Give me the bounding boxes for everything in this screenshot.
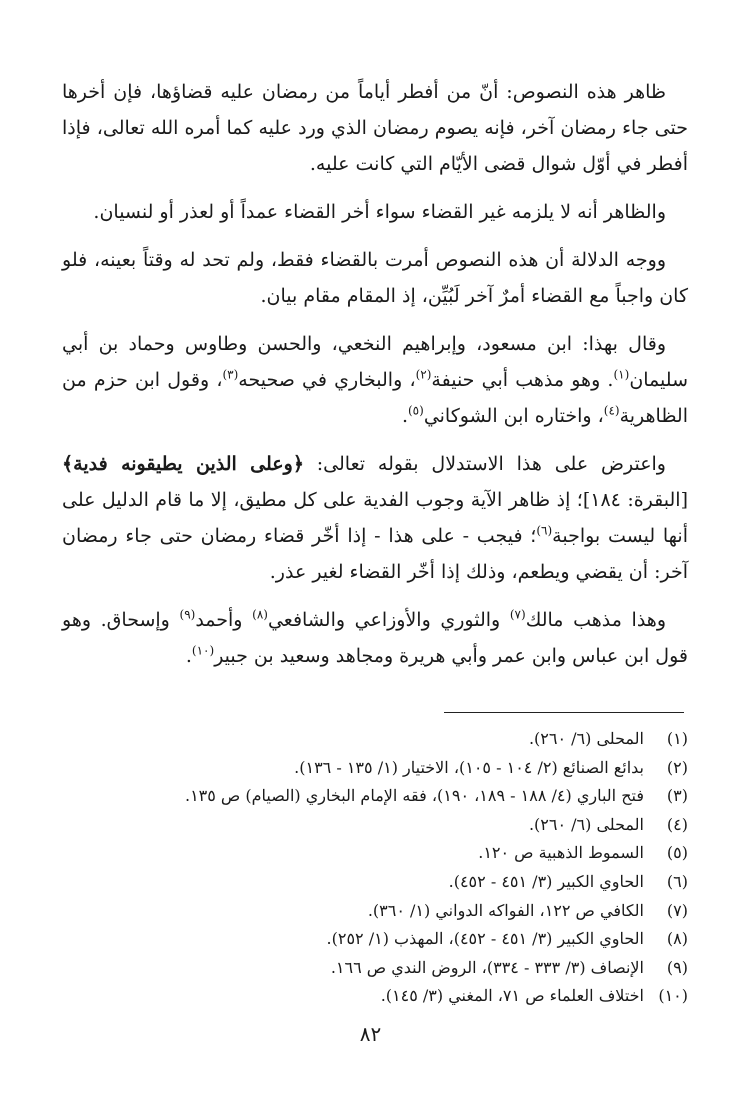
text-run: واعترض على هذا الاستدلال بقوله تعالى:	[303, 453, 666, 475]
footnote-text: السموط الذهبية ص ١٢٠.	[478, 843, 644, 863]
footnote-reference: (٣)	[222, 367, 239, 382]
footnote-text: المحلى (٦/ ٢٦٠).	[528, 729, 644, 748]
footnote-reference: (١٠)	[191, 643, 215, 658]
footnote-number: (٧)	[666, 900, 688, 920]
footnote-item	[62, 782, 688, 811]
main-text	[62, 74, 688, 686]
paragraph	[62, 326, 688, 434]
footnote-item	[62, 925, 688, 954]
footnote-item	[62, 725, 688, 754]
footnote-number: (٤)	[666, 814, 688, 834]
footnote-number: (٩)	[666, 957, 688, 977]
footnote-item	[62, 897, 688, 926]
text-run: .	[185, 645, 192, 667]
text-run: ، واختاره ابن الشوكاني	[423, 405, 604, 427]
footnote-text: بدائع الصنائع (٢/ ١٠٤ - ١٠٥)، الاختيار (١/ ١٣٥ - ١٣٦).	[294, 757, 644, 777]
text-run: .	[401, 405, 408, 427]
footnote-number: (٦)	[666, 871, 688, 891]
text-run: وإسحاق. وهو قول ابن عباس وابن عمر وأبي هريرة ومجاهد وسعيد بن جبير	[62, 609, 688, 667]
text-run: ؛ فيجب - على هذا - إذا أخّر قضاء رمضان حتى جاء رمضان آخر: أن يقضي ويطعم، وذلك إذا أخّر القضاء لغير عذر.	[62, 525, 688, 583]
footnote-text: الحاوي الكبير (٣/ ٤٥١ - ٤٥٢).	[448, 871, 644, 891]
footnote-item	[62, 839, 688, 868]
footnote-item	[62, 982, 688, 1011]
footnote-text: اختلاف العلماء ص ٧١، المغني (٣/ ١٤٥).	[380, 986, 644, 1006]
footnote-reference: (٨)	[252, 607, 268, 622]
paragraph	[62, 242, 688, 314]
text-run: ، والبخاري في صحيحه	[238, 369, 416, 391]
footnote-item	[62, 811, 688, 840]
text-run: وقال بهذا: ابن مسعود، وإبراهيم النخعي، والحسن وطاوس وحماد بن أبي سليمان	[62, 333, 688, 391]
footnote-item	[62, 954, 688, 983]
page-number: ٨٢	[359, 1022, 382, 1046]
footnote-separator	[444, 712, 684, 713]
footnote-text: فتح الباري (٤/ ١٨٨ - ١٨٩، ١٩٠)، فقه الإمام البخاري (الصيام) ص ١٣٥.	[184, 786, 644, 806]
footnote-reference: (٧)	[509, 607, 526, 622]
paragraph	[62, 74, 688, 182]
footnote-item	[62, 868, 688, 897]
footnote-text: الحاوي الكبير (٣/ ٤٥١ - ٤٥٢)، المهذب (١/ ٢٥٢).	[326, 929, 644, 949]
text-run: ظاهر هذه النصوص: أنّ من أفطر أياماً من رمضان عليه قضاؤها، فإن أخرها حتى جاء رمضان آخر، فإنه يصوم رمضان الذي ورد عليه كما أمره الله تعالى، فإذا أفطر في أوّل شوال قضى الأيّام التي كانت عليه.	[62, 81, 688, 175]
footnote-reference: (٥)	[407, 403, 424, 418]
text-run: ، وقول ابن حزم من الظاهرية	[62, 369, 688, 427]
paragraph	[62, 446, 688, 590]
footnote-number: (٥)	[666, 843, 688, 863]
footnote-reference: (٦)	[536, 523, 553, 538]
text-run: ووجه الدلالة أن هذه النصوص أمرت بالقضاء فقط، ولم تحد له وقتاً بعينه، فلو كان واجباً مع القضاء أمرٌ آخر لَبُيِّن، إذ المقام مقام بيان.	[62, 249, 688, 307]
footnote-number: (١)	[666, 729, 688, 748]
footnote-number: (١٠)	[658, 986, 688, 1006]
text-run: وأحمد	[195, 609, 253, 631]
footnote-text: الكافي ص ١٢٢، الفواكه الدواني (١/ ٣٦٠).	[367, 900, 644, 920]
footnote-item	[62, 754, 688, 783]
footnote-number: (٢)	[666, 757, 688, 777]
footnote-number: (٣)	[666, 786, 688, 806]
footnote-text: المحلى (٦/ ٢٦٠).	[528, 814, 644, 834]
footnote-number: (٨)	[666, 929, 688, 949]
footnote-reference: (٢)	[415, 367, 432, 382]
footnote-reference: (٩)	[179, 607, 196, 622]
paragraph	[62, 194, 688, 230]
paragraph	[62, 602, 688, 674]
text-run: وهذا مذهب مالك	[525, 609, 666, 631]
footnote-reference: (١)	[613, 367, 630, 382]
footnote-text: الإنصاف (٣/ ٣٣٣ - ٣٣٤)، الروض الندي ص ١٦٦.	[330, 957, 644, 977]
text-run: [البقرة: ١٨٤]؛ إذ ظاهر الآية وجوب الفدية على كل مطيق، إلا ما قام الدليل على أنها ليست بواجبة	[62, 489, 689, 547]
text-run: والثوري والأوزاعي والشافعي	[267, 609, 510, 631]
quran-verse: ﴿وعلى الذين يطيقونه فدية﴾	[62, 453, 304, 475]
footnotes	[62, 725, 688, 1011]
text-run: والظاهر أنه لا يلزمه غير القضاء سواء أخر القضاء عمداً أو لعذر أو لنسيان.	[93, 201, 666, 223]
text-run: . وهو مذهب أبي حنيفة	[431, 369, 614, 391]
footnote-reference: (٤)	[603, 403, 620, 418]
